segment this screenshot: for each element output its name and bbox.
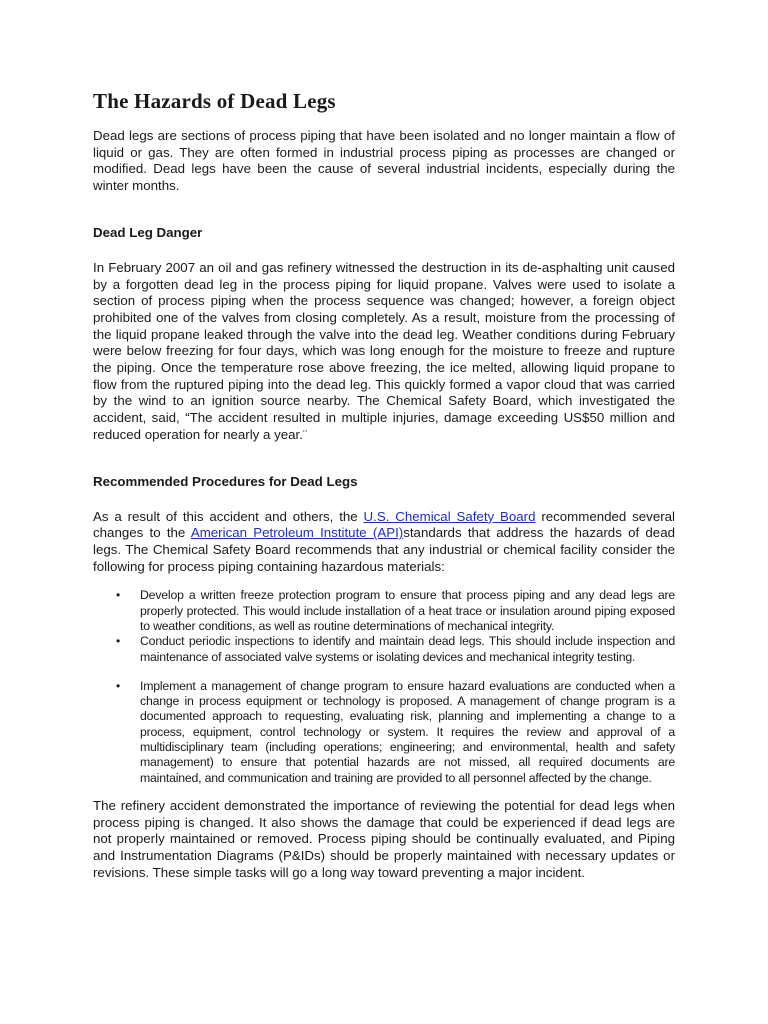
page-title: The Hazards of Dead Legs [93, 89, 336, 113]
recommended-procedures-paragraph [93, 509, 675, 576]
list-item-text: Implement a management of change program to ensure hazard evaluations are conducted when a change in process equipment or technology is proposed. A management of change program is a documented approach to requesting, evaluating risk, planning and implementing a change to a process, equipment, control technology or system. It requires the review and approval of a multidisciplinary team (including operations; engineering; and environmental, health and safety management) to ensure that potential hazards are not missed, all required documents are maintained, and communication and training are provided to all personnel affected by the change. [140, 678, 675, 785]
rec-text-part3: standards that address the hazards of dead legs. The Chemical Safety Board recommends that any industrial or chemical facility consider the following for process piping containing hazardous materials: [93, 525, 675, 574]
recommendations-list [93, 588, 675, 786]
api-link[interactable]: American Petroleum Institute (API) [190, 525, 404, 541]
list-item [93, 588, 675, 634]
csb-link[interactable]: U.S. Chemical Safety Board [363, 508, 536, 524]
list-item [93, 634, 675, 665]
rec-text-part2: recommended several changes to the [93, 508, 676, 541]
bullet-icon: • [116, 678, 121, 693]
list-item [93, 679, 675, 786]
list-item-text: Conduct periodic inspections to identify and maintain dead legs. This should include inspection and maintenance of associated valve systems or isolating devices and mechanical integrity testing. [140, 634, 675, 664]
document-page [93, 88, 675, 881]
bullet-icon: • [116, 634, 121, 649]
bullet-icon: • [116, 588, 121, 603]
section-heading-dead-leg-danger: Dead Leg Danger [93, 224, 203, 240]
rec-text-part1: As a result of this accident and others, the [93, 508, 364, 524]
dead-leg-danger-paragraph: In February 2007 an oil and gas refinery witnessed the destruction in its de-asphalting unit caused by a forgotten dead leg in the process piping for liquid propane. Valves were used to isolate a section of process piping when the process sequence was changed; however, a foreign object prohibited one of the valves from closing completely. As a result, moisture from the processing of the liquid propane leaked through the valve into the dead leg. Weather conditions during February were below freezing for four days, which was long enough for the moisture to freeze and rupture the piping. Once the temperature rose above freezing, the ice melted, allowing liquid propane to flow from the ruptured piping into the dead leg. This quickly formed a vapor cloud that was carried by the wind to an ignition source nearby. The Chemical Safety Board, which investigated the accident, said, “The accident resulted in multiple injuries, damage exceeding US$50 million and reduced operation for nearly a year.¨ [93, 259, 675, 442]
closing-paragraph: The refinery accident demonstrated the importance of reviewing the potential for dead legs when process piping is changed. It also shows the damage that could be experienced if dead legs are not properly maintained or removed. Process piping should be continually evaluated, and Piping and Instrumentation Diagrams (P&IDs) should be properly maintained with necessary updates or revisions. These simple tasks will go a long way toward preventing a major incident. [93, 797, 675, 880]
list-item-text: Develop a written freeze protection program to ensure that process piping and any dead legs are properly protected. This would include installation of a heat trace or insulation around piping exposed to weather conditions, as well as routine determinations of mechanical integrity. [140, 588, 675, 633]
intro-paragraph: Dead legs are sections of process piping that have been isolated and no longer maintain a flow of liquid or gas. They are often formed in industrial process piping as processes are changed or modified. Dead legs have been the cause of several industrial incidents, especially during the winter months. [93, 128, 675, 194]
section-heading-recommended-procedures: Recommended Procedures for Dead Legs [93, 473, 358, 489]
